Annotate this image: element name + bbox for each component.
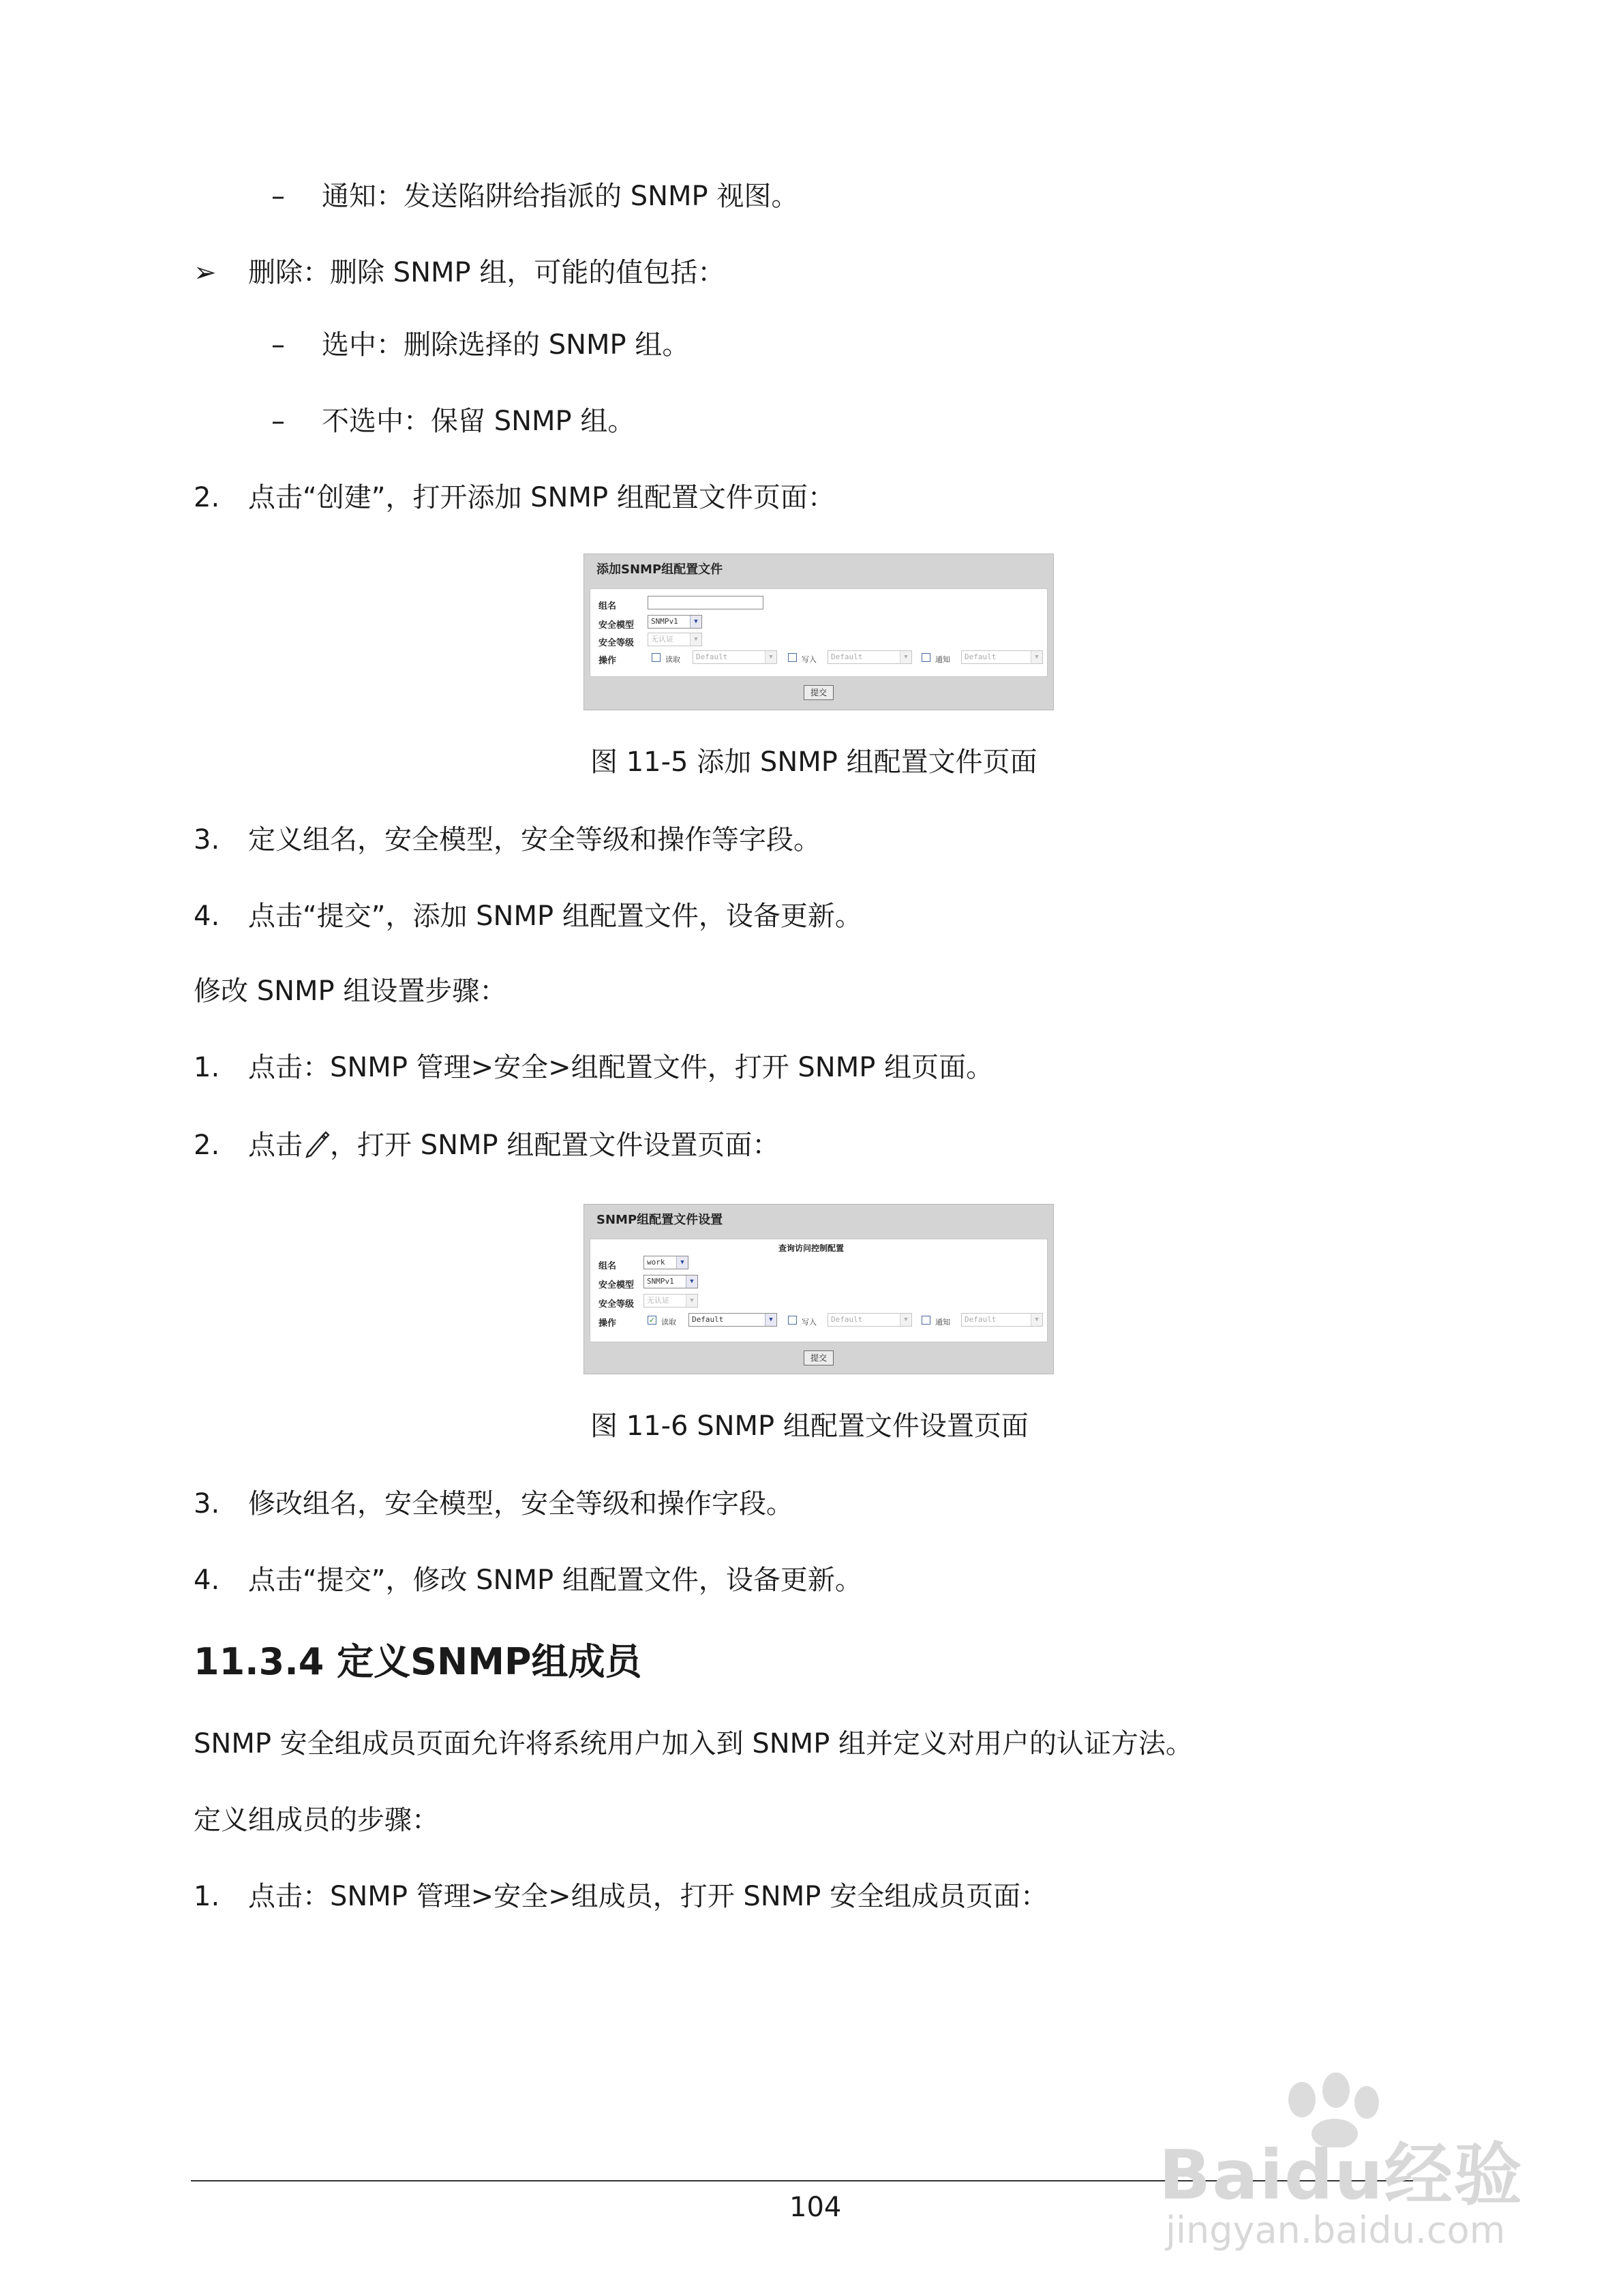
- notify-view-value: Default: [965, 652, 997, 661]
- list-dash: –: [271, 181, 285, 212]
- group-name-select[interactable]: [643, 1256, 688, 1269]
- add-snmp-group-panel: [583, 554, 1054, 710]
- step-number: 2.: [194, 482, 220, 513]
- list-dash: –: [271, 406, 285, 437]
- write-view-value: Default: [831, 1315, 863, 1324]
- group-name-label: 组名: [598, 601, 617, 611]
- text-notify: 通知：发送陷阱给指派的 SNMP 视图。: [322, 181, 799, 212]
- chevron-down-icon: ▼: [1031, 1314, 1042, 1326]
- panel-title: SNMP组配置文件设置: [596, 1213, 723, 1227]
- model-select[interactable]: [648, 615, 702, 629]
- write-checkbox[interactable]: [788, 1316, 797, 1325]
- read-checkbox[interactable]: [652, 653, 661, 662]
- chevron-down-icon: ▼: [765, 1314, 776, 1326]
- write-label: 写入: [802, 1318, 817, 1327]
- step-number: 4.: [194, 901, 220, 932]
- watermark-brand: Baidu经验: [1159, 2135, 1523, 2215]
- model-select[interactable]: [643, 1275, 698, 1288]
- notify-label: 通知: [935, 1318, 950, 1327]
- form-body: [590, 1239, 1048, 1342]
- text-nav-members: 点击：SNMP 管理>安全>组成员，打开 SNMP 安全组成员页面：: [248, 1881, 1048, 1912]
- text-members-steps: 定义组成员的步骤：: [194, 1804, 439, 1836]
- group-name-label: 组名: [598, 1261, 617, 1271]
- ops-label: 操作: [598, 1318, 617, 1329]
- chevron-down-icon: ▼: [900, 651, 911, 663]
- submit-button[interactable]: 提交: [804, 685, 834, 700]
- read-label: 读取: [665, 655, 680, 664]
- model-label: 安全模型: [598, 1280, 635, 1290]
- write-view-select[interactable]: [828, 650, 912, 664]
- form-body: [590, 588, 1048, 677]
- step-number: 1.: [194, 1052, 220, 1083]
- baidu-watermark: [1159, 2072, 1541, 2277]
- text-modify-fields: 修改组名，安全模型，安全等级和操作字段。: [248, 1488, 793, 1520]
- text-define-fields: 定义组名，安全模型，安全等级和操作等字段。: [248, 824, 821, 856]
- level-select[interactable]: [643, 1294, 698, 1308]
- step-number: 4.: [194, 1565, 220, 1596]
- chevron-down-icon: ▼: [1031, 651, 1042, 663]
- text-submit-add: 点击“提交”，添加 SNMP 组配置文件，设备更新。: [248, 901, 862, 932]
- pencil-icon: [303, 1128, 330, 1158]
- level-select[interactable]: [648, 633, 702, 646]
- chevron-down-icon: ▼: [765, 651, 776, 663]
- chevron-down-icon: ▼: [686, 1295, 697, 1307]
- page-number: 104: [789, 2192, 842, 2223]
- notify-view-select[interactable]: [961, 1313, 1043, 1327]
- text-edit-step: [248, 1128, 779, 1163]
- notify-label: 通知: [935, 655, 950, 664]
- text-create-step: 点击“创建”，打开添加 SNMP 组配置文件页面：: [248, 482, 835, 513]
- text-selected: 选中：删除选择的 SNMP 组。: [322, 329, 690, 361]
- level-value: 无认证: [651, 635, 673, 644]
- level-label: 安全等级: [598, 638, 635, 648]
- read-view-value: Default: [692, 1315, 724, 1324]
- level-label: 安全等级: [598, 1299, 635, 1310]
- model-label: 安全模型: [598, 620, 635, 631]
- chevron-down-icon: ▼: [686, 1275, 697, 1288]
- write-checkbox[interactable]: [788, 653, 797, 662]
- notify-view-value: Default: [965, 1315, 997, 1324]
- step-number: 1.: [194, 1881, 220, 1912]
- notify-checkbox[interactable]: [922, 1316, 930, 1325]
- notify-view-select[interactable]: [961, 650, 1043, 664]
- chevron-down-icon: ▼: [676, 1256, 688, 1269]
- text-open-settings: ，打开 SNMP 组配置文件设置页面：: [330, 1130, 780, 1161]
- snmp-group-settings-panel: [583, 1204, 1054, 1374]
- read-label: 读取: [661, 1318, 676, 1327]
- level-value: 无认证: [647, 1296, 669, 1305]
- text-members-intro: SNMP 安全组成员页面允许将系统用户加入到 SNMP 组并定义对用户的认证方法。: [194, 1728, 1194, 1759]
- chevron-down-icon: ▼: [690, 633, 701, 646]
- text-delete: 删除：删除 SNMP 组，可能的值包括：: [248, 257, 725, 288]
- sub-header: 查询访问控制配置: [778, 1243, 845, 1253]
- text-submit-modify: 点击“提交”，修改 SNMP 组配置文件，设备更新。: [248, 1565, 862, 1596]
- notify-checkbox[interactable]: [922, 653, 930, 662]
- ops-label: 操作: [598, 656, 617, 666]
- step-number: 3.: [194, 824, 220, 856]
- text-nav-group: 点击：SNMP 管理>安全>组配置文件，打开 SNMP 组页面。: [248, 1052, 994, 1083]
- chevron-down-icon: ▼: [690, 616, 701, 628]
- watermark-url: jingyan.baidu.com: [1166, 2209, 1506, 2252]
- model-value: SNMPv1: [651, 617, 678, 626]
- write-label: 写入: [802, 655, 817, 664]
- read-view-value: Default: [696, 652, 728, 661]
- step-number: 3.: [194, 1488, 220, 1520]
- group-name-value: work: [647, 1258, 665, 1267]
- figure-caption: 图 11-5 添加 SNMP 组配置文件页面: [590, 746, 1037, 778]
- figure-caption: 图 11-6 SNMP 组配置文件设置页面: [590, 1410, 1029, 1442]
- read-checkbox[interactable]: ✓: [648, 1316, 656, 1325]
- read-view-select[interactable]: [688, 1313, 777, 1327]
- text-unselected: 不选中：保留 SNMP 组。: [322, 406, 635, 437]
- section-heading: 11.3.4 定义SNMP组成员: [194, 1640, 642, 1683]
- chevron-down-icon: ▼: [900, 1314, 911, 1326]
- text-modify-steps: 修改 SNMP 组设置步骤：: [194, 976, 507, 1007]
- read-view-select[interactable]: [693, 650, 777, 664]
- model-value: SNMPv1: [647, 1277, 674, 1286]
- list-arrow: ➢: [194, 257, 217, 288]
- list-dash: –: [271, 329, 285, 361]
- submit-button[interactable]: 提交: [804, 1350, 834, 1365]
- write-view-select[interactable]: [828, 1313, 912, 1327]
- group-name-input[interactable]: [648, 596, 763, 609]
- panel-title: 添加SNMP组配置文件: [596, 562, 723, 577]
- text-click: 点击: [248, 1130, 303, 1161]
- write-view-value: Default: [831, 652, 863, 661]
- step-number: 2.: [194, 1130, 220, 1161]
